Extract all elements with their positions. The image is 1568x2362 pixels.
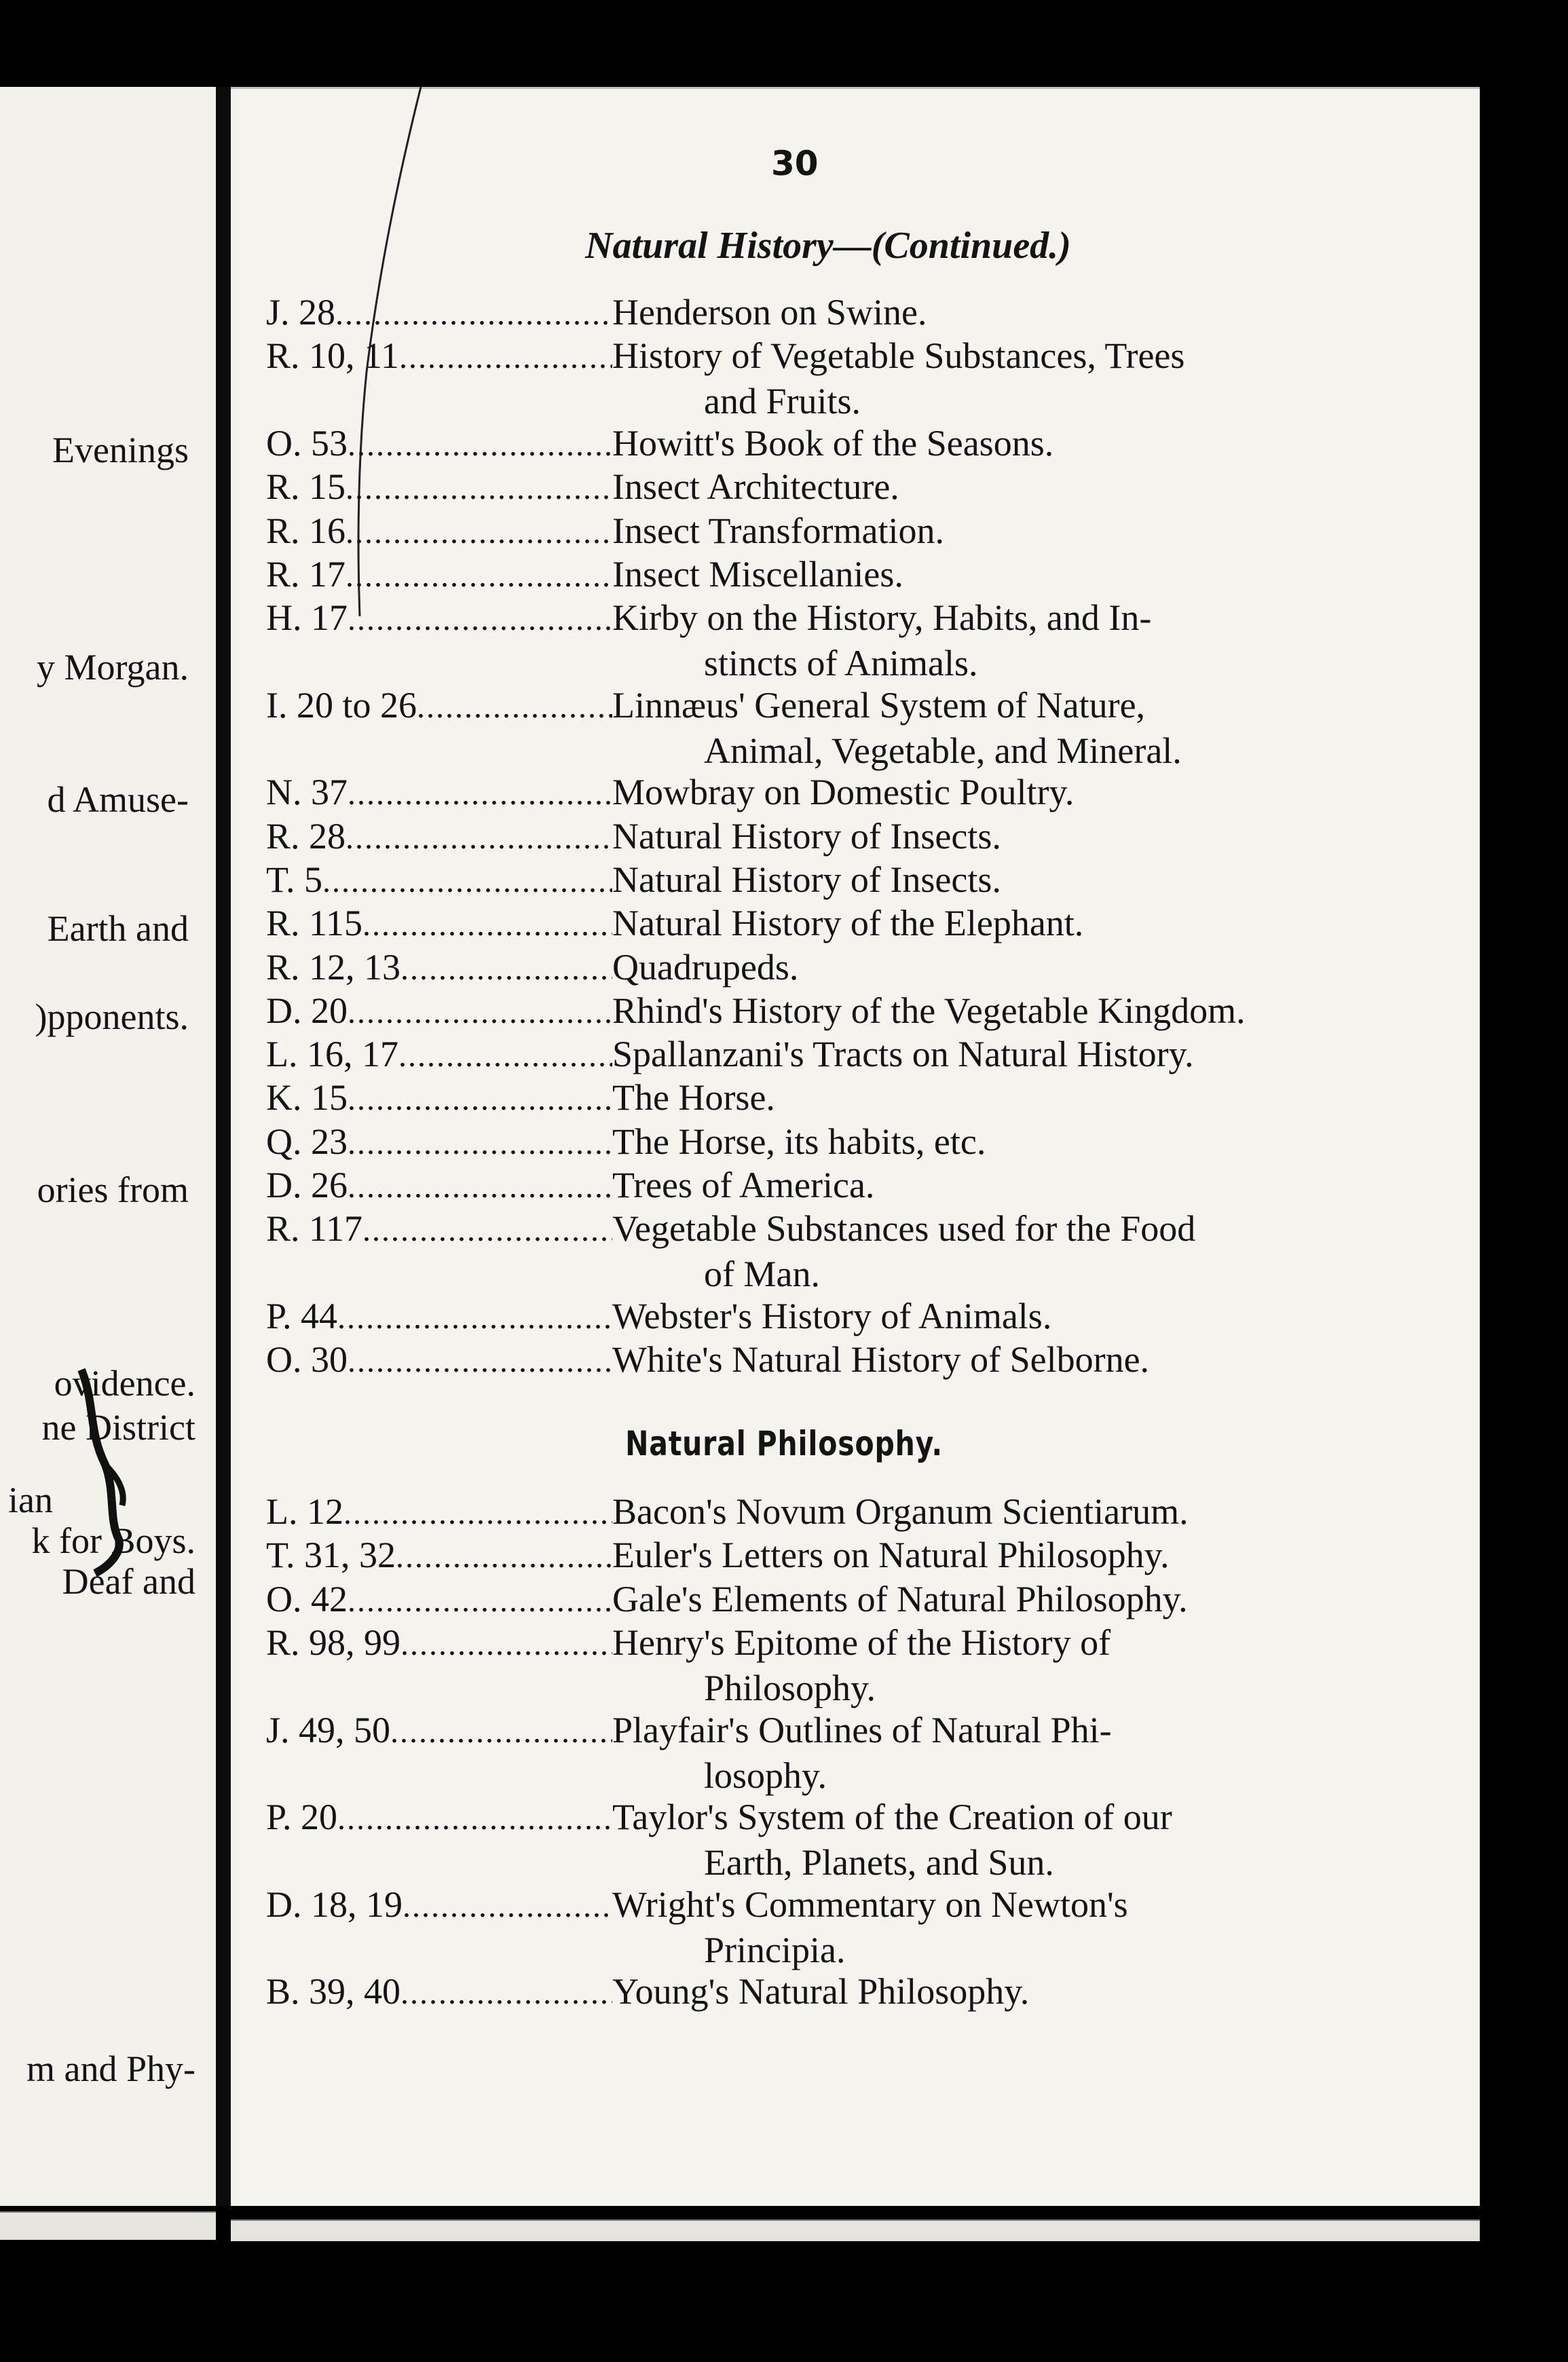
leader-dots (346, 555, 612, 598)
catalog-entry (266, 1163, 1332, 1209)
leader-dots (362, 903, 612, 947)
catalog-entry (266, 1795, 1332, 1884)
catalog-entry (266, 1883, 1332, 1972)
shelf-reference: R. 17 (266, 553, 346, 595)
leader-dots (348, 1122, 612, 1165)
book-title: Natural History of Insects. (612, 859, 1001, 900)
shelf-reference: O. 53 (266, 422, 348, 464)
catalog-entry (266, 901, 1332, 947)
left-fragment: m and Phy- (26, 2048, 195, 2089)
leader-dots (399, 336, 612, 379)
shelf-reference: H. 17 (266, 597, 348, 639)
leader-dots (337, 1296, 612, 1340)
leader-dots (417, 686, 612, 729)
shelf-reference: T. 31, 32 (266, 1535, 396, 1576)
leader-dots (396, 1535, 612, 1579)
book-title-continuation: of Man. (704, 1254, 820, 1295)
shelf-reference: L. 12 (266, 1491, 343, 1532)
catalog-entry (266, 1970, 1332, 2015)
shelf-reference: L. 16, 17 (266, 1034, 398, 1075)
shelf-reference: N. 37 (266, 772, 348, 813)
leader-dots (343, 1492, 612, 1535)
shelf-reference: O. 42 (266, 1578, 348, 1619)
ink-blot-mark (68, 1363, 143, 1580)
book-title: Trees of America. (612, 1165, 875, 1205)
shelf-reference: T. 5 (266, 859, 322, 900)
book-title: Linnæus' General System of Nature, (612, 684, 1146, 726)
leader-dots (403, 1885, 612, 1928)
book-title: Howitt's Book of the Seasons. (612, 422, 1054, 464)
book-title: Bacon's Novum Organum Scientiarum. (612, 1491, 1189, 1532)
leader-dots (348, 772, 612, 816)
book-title: Henry's Epitome of the History of (612, 1621, 1111, 1663)
book-title: Vegetable Substances used for the Food (612, 1208, 1196, 1250)
left-fragment: k for Boys. (31, 1520, 195, 1561)
shelf-reference: R. 115 (266, 903, 363, 944)
left-fragment: ories from (37, 1169, 189, 1210)
section-heading-natural-history: Natural History—(Continued.) (585, 225, 1071, 267)
catalog-entry (266, 1533, 1332, 1579)
left-fragment: )pponents. (35, 996, 189, 1037)
shelf-reference: O. 30 (266, 1339, 348, 1381)
leader-dots (400, 1972, 612, 2015)
shelf-reference: R. 16 (266, 510, 346, 551)
leader-dots (390, 1710, 612, 1754)
page-bottom-edge (0, 2211, 216, 2240)
book-title: Insect Transformation. (612, 510, 944, 551)
left-fragment: ian (8, 1480, 53, 1520)
left-fragment: ne District (41, 1407, 195, 1448)
facing-page-fragment (0, 87, 216, 2206)
shelf-reference: J. 28 (266, 292, 336, 333)
catalog-entry (266, 989, 1332, 1034)
book-title: The Horse, its habits, etc. (612, 1121, 986, 1162)
book-title: Insect Architecture. (612, 466, 899, 508)
book-title-continuation: Principia. (704, 1929, 846, 1970)
catalog-entry (266, 596, 1332, 685)
catalog-entry (266, 1076, 1332, 1121)
leader-dots (348, 1078, 612, 1121)
page-number: 30 (771, 144, 819, 183)
leader-dots (400, 948, 612, 991)
section-heading-natural-philosophy: Natural Philosophy. (625, 1424, 943, 1463)
catalog-entry (266, 1338, 1332, 1383)
left-fragment: d Amuse- (47, 779, 189, 820)
scan-top-border (0, 0, 1568, 87)
left-fragment: Earth and (47, 908, 189, 949)
shelf-reference: I. 20 to 26 (266, 684, 417, 726)
book-title-continuation: Earth, Planets, and Sun. (704, 1842, 1054, 1883)
leader-dots (337, 1797, 612, 1841)
shelf-reference: B. 39, 40 (266, 1971, 401, 2012)
book-title-continuation: Animal, Vegetable, and Mineral. (704, 730, 1182, 771)
shelf-reference: R. 28 (266, 815, 346, 857)
leader-dots (348, 1579, 612, 1623)
shelf-reference: D. 26 (266, 1165, 348, 1205)
catalog-entry (266, 1294, 1332, 1340)
catalog-entry (266, 1708, 1332, 1797)
book-title: Henderson on Swine. (612, 292, 927, 333)
catalog-entry (266, 770, 1332, 816)
catalog-entry (266, 290, 1332, 336)
catalog-entry (266, 814, 1332, 860)
catalog-entry (266, 465, 1332, 510)
page-bottom-edge (231, 2219, 1480, 2241)
shelf-reference: R. 98, 99 (266, 1621, 401, 1663)
leader-dots (348, 1165, 612, 1209)
leader-dots (346, 467, 612, 510)
shelf-reference: P. 20 (266, 1797, 338, 1838)
leader-dots (322, 860, 612, 903)
shelf-reference: P. 44 (266, 1295, 338, 1336)
shelf-reference: D. 20 (266, 990, 348, 1031)
shelf-reference: R. 15 (266, 466, 346, 508)
book-title-continuation: and Fruits. (704, 381, 861, 422)
book-title-continuation: losophy. (704, 1755, 827, 1796)
leader-dots (348, 424, 612, 467)
book-title: Euler's Letters on Natural Philosophy. (612, 1535, 1170, 1576)
book-title: White's Natural History of Selborne. (612, 1339, 1150, 1381)
book-title-continuation: stincts of Animals. (704, 643, 978, 684)
catalog-entry (266, 858, 1332, 903)
leader-dots (348, 598, 612, 641)
catalog-entry (266, 1490, 1332, 1535)
leader-dots (346, 511, 612, 555)
book-title: Mowbray on Domestic Poultry. (612, 772, 1075, 813)
book-title: Natural History of Insects. (612, 815, 1001, 857)
catalog-entry (266, 1120, 1332, 1165)
shelf-reference: K. 15 (266, 1077, 348, 1119)
leader-dots (400, 1623, 612, 1666)
book-title-continuation: Philosophy. (704, 1667, 876, 1708)
shelf-reference: R. 10, 11 (266, 335, 400, 377)
leader-dots (362, 1209, 612, 1252)
book-title: Rhind's History of the Vegetable Kingdom. (612, 990, 1246, 1031)
catalog-entry (266, 945, 1332, 991)
leader-dots (346, 817, 612, 860)
book-title: Quadrupeds. (612, 946, 799, 988)
leader-dots (398, 1034, 612, 1078)
catalog-entry (266, 683, 1332, 772)
left-fragment: Deaf and (62, 1561, 195, 1602)
leader-dots (348, 1340, 612, 1383)
book-title: Webster's History of Animals. (612, 1295, 1052, 1336)
book-title: Spallanzani's Tracts on Natural History. (612, 1034, 1194, 1075)
shelf-reference: J. 49, 50 (266, 1709, 391, 1750)
book-title: History of Vegetable Substances, Trees (612, 335, 1185, 377)
catalog-entry (266, 1207, 1332, 1296)
book-title: The Horse. (612, 1077, 775, 1119)
shelf-reference: Q. 23 (266, 1121, 348, 1162)
book-gutter (216, 87, 231, 2206)
catalog-entry (266, 1621, 1332, 1710)
scan-right-border (1480, 87, 1568, 2362)
book-title: Taylor's System of the Creation of our (612, 1797, 1172, 1838)
left-fragment: Evenings (52, 430, 189, 470)
leader-dots (335, 293, 612, 336)
catalog-entry (266, 552, 1332, 598)
book-title: Young's Natural Philosophy. (612, 1971, 1030, 2012)
book-title: Gale's Elements of Natural Philosophy. (612, 1578, 1188, 1619)
catalog-entry (266, 421, 1332, 467)
shelf-reference: D. 18, 19 (266, 1883, 403, 1925)
left-fragment: y Morgan. (37, 647, 189, 688)
left-fragment: ovidence. (54, 1363, 195, 1404)
book-title: Insect Miscellanies. (612, 553, 903, 595)
book-title: Kirby on the History, Habits, and In- (612, 597, 1152, 639)
shelf-reference: R. 12, 13 (266, 946, 401, 988)
catalog-entry (266, 1577, 1332, 1623)
book-title: Playfair's Outlines of Natural Phi- (612, 1709, 1112, 1750)
shelf-reference: R. 117 (266, 1208, 363, 1250)
book-title: Natural History of the Elephant. (612, 903, 1084, 944)
book-title: Wright's Commentary on Newton's (612, 1883, 1128, 1925)
catalog-entry (266, 1032, 1332, 1078)
catalog-entry (266, 509, 1332, 555)
leader-dots (348, 991, 612, 1034)
catalog-entry (266, 334, 1332, 423)
